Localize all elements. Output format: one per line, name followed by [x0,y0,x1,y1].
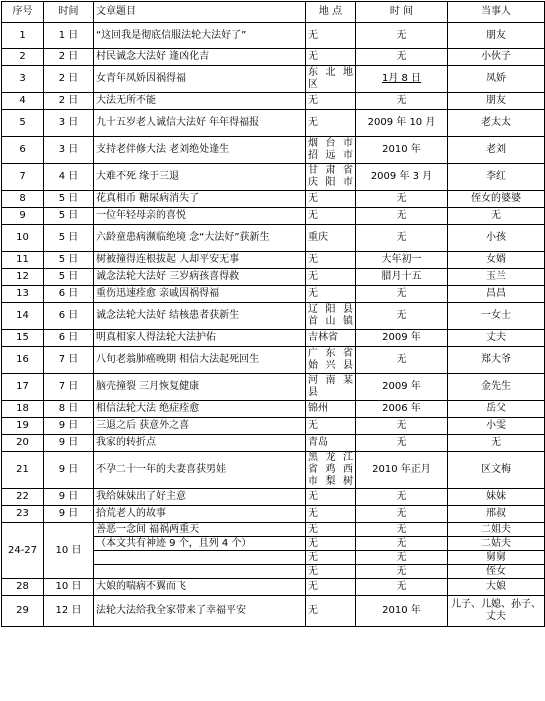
row-day: 5 日 [44,225,94,252]
row-date: 无 [356,286,448,303]
row-title: 脑壳撞裂 三月恢复健康 [94,374,306,401]
row-date: 2010 年 [356,596,448,627]
row-title: 我家的转折点 [94,435,306,452]
row-person: 李红 [448,164,545,191]
row-date: 无 [356,565,448,579]
row-day: 9 日 [44,489,94,506]
group-day: 10 日 [44,523,94,579]
row-person: 无 [448,435,545,452]
table-row [2,347,545,374]
row-number: 9 [2,208,44,225]
row-place: 无 [306,551,356,565]
table-row [2,164,545,191]
row-date: 无 [356,225,448,252]
row-place: 重庆 [306,225,356,252]
row-title: 法轮大法给我全家带来了幸福平安 [94,596,306,627]
row-number: 29 [2,596,44,627]
row-person: 朋友 [448,23,545,49]
row-day: 9 日 [44,506,94,523]
row-place: 青岛 [306,435,356,452]
row-number: 23 [2,506,44,523]
table-row [2,506,545,523]
row-date: 2010 年 [356,137,448,164]
row-title: 拾荒老人的故事 [94,506,306,523]
row-date: 无 [356,347,448,374]
row-number: 3 [2,66,44,93]
row-title: 支持老伴修大法 老刘绝处逢生 [94,137,306,164]
header-row [2,2,545,23]
table-row [2,269,545,286]
row-place: 无 [306,23,356,49]
row-date: 无 [356,208,448,225]
row-number: 12 [2,269,44,286]
row-day: 5 日 [44,269,94,286]
table-row [2,49,545,66]
row-place: 无 [306,191,356,208]
table-row [2,66,545,93]
row-number: 10 [2,225,44,252]
table-body [2,23,545,627]
table-row [2,452,545,489]
row-date: 2009 年 3 月 [356,164,448,191]
table-row [2,303,545,330]
row-number: 6 [2,137,44,164]
row-person: 妹妹 [448,489,545,506]
row-title: 大难不死 缘于三退 [94,164,306,191]
table-row [2,523,545,537]
row-number: 15 [2,330,44,347]
row-title: 诚念法轮大法好 三岁病孩喜得救 [94,269,306,286]
row-title: 不孕二十一年的夫妻喜获男娃 [94,452,306,489]
row-number: 4 [2,93,44,110]
row-date: 腊月十五 [356,269,448,286]
row-title: 女青年凤娇因祸得福 [94,66,306,93]
row-number: 17 [2,374,44,401]
row-title: 三退之后 获意外之喜 [94,418,306,435]
table-row [2,137,545,164]
table-row [2,489,545,506]
row-day: 3 日 [44,110,94,137]
events-table [1,1,545,627]
row-number: 22 [2,489,44,506]
row-person: 凤娇 [448,66,545,93]
row-person: 一女士 [448,303,545,330]
row-day: 3 日 [44,137,94,164]
row-person: 老刘 [448,137,545,164]
row-person: 女婿 [448,252,545,269]
row-title: 明真相家人得法轮大法护佑 [94,330,306,347]
table-row [2,208,545,225]
row-place: 烟 台 市 招远市 [306,137,356,164]
row-person: 大娘 [448,579,545,596]
row-date: 2010 年正月 [356,452,448,489]
table-row [2,23,545,49]
row-place: 吉林省 [306,330,356,347]
table-row [2,191,545,208]
row-date: 大年初一 [356,252,448,269]
row-place: 无 [306,489,356,506]
row-day: 5 日 [44,208,94,225]
row-person: 玉兰 [448,269,545,286]
header-time: 时间 [44,2,94,23]
row-number: 1 [2,23,44,49]
row-number: 14 [2,303,44,330]
table-row [2,418,545,435]
row-place: 无 [306,506,356,523]
row-title: 诚念法轮大法好 结核患者获新生 [94,303,306,330]
row-date: 2006 年 [356,401,448,418]
header-place: 地 点 [306,2,356,23]
row-place: 辽 阳 县 首山镇 [306,303,356,330]
row-date: 2009 年 10 月 [356,110,448,137]
header-no: 序号 [2,2,44,23]
row-number: 28 [2,579,44,596]
row-day: 9 日 [44,418,94,435]
row-place: 黑 龙 江 省 鸡 西 市梨树 [306,452,356,489]
table-row [2,330,545,347]
group-title-note: （本文共有神迹 9 个，且列 4 个） [94,537,306,551]
row-person: 朋友 [448,93,545,110]
group-title-blank [94,551,306,565]
row-title: 花真相币 糖尿病消失了 [94,191,306,208]
row-day: 9 日 [44,452,94,489]
row-place: 无 [306,596,356,627]
row-day: 8 日 [44,401,94,418]
row-day: 2 日 [44,93,94,110]
row-number: 8 [2,191,44,208]
row-place: 无 [306,537,356,551]
row-title: 一位年轻母亲的喜悦 [94,208,306,225]
table-row [2,401,545,418]
row-number: 13 [2,286,44,303]
row-person: 侄女的婆婆 [448,191,545,208]
row-number: 16 [2,347,44,374]
row-date: 无 [356,93,448,110]
row-day: 6 日 [44,330,94,347]
row-place: 无 [306,579,356,596]
row-date: 1月 8 日 [356,66,448,93]
header-person: 当事人 [448,2,545,23]
row-place: 无 [306,208,356,225]
row-person: 儿子、儿媳、孙子、丈夫 [448,596,545,627]
table-row [2,435,545,452]
row-title: 九十五岁老人诚信大法好 年年得福报 [94,110,306,137]
row-title: 相信法轮大法 绝症痊愈 [94,401,306,418]
row-day: 2 日 [44,49,94,66]
row-title: 树被撞得连根拔起 人却平安无事 [94,252,306,269]
group-number: 24-27 [2,523,44,579]
row-day: 5 日 [44,252,94,269]
table-row [2,225,545,252]
row-place: 无 [306,523,356,537]
table-row [2,110,545,137]
row-date: 无 [356,418,448,435]
row-person: 小雯 [448,418,545,435]
row-person: 二姑夫 [448,537,545,551]
row-title: 八旬老翁肺癌晚期 相信大法起死回生 [94,347,306,374]
group-title-primary: 善恶一念间 福祸两重天 [94,523,306,537]
row-person: 老太太 [448,110,545,137]
row-place: 无 [306,565,356,579]
row-person: 邢叔 [448,506,545,523]
row-place: 无 [306,286,356,303]
table-row [2,374,545,401]
row-day: 4 日 [44,164,94,191]
group-title-blank [94,565,306,579]
row-place: 无 [306,269,356,286]
row-title: 大法无所不能 [94,93,306,110]
table-row [2,286,545,303]
row-day: 7 日 [44,374,94,401]
row-date: 无 [356,551,448,565]
row-person: 二姐夫 [448,523,545,537]
row-place: 河 南 某 县 [306,374,356,401]
row-day: 1 日 [44,23,94,49]
row-person: 舅舅 [448,551,545,565]
row-day: 2 日 [44,66,94,93]
row-person: 昌昌 [448,286,545,303]
row-date: 无 [356,191,448,208]
row-date: 无 [356,303,448,330]
header-title: 文章题目 [94,2,306,23]
row-person: 无 [448,208,545,225]
row-date: 无 [356,23,448,49]
row-person: 侄女 [448,565,545,579]
row-date: 2009 年 [356,330,448,347]
row-day: 6 日 [44,303,94,330]
table-row [2,579,545,596]
row-day: 12 日 [44,596,94,627]
table-row [2,596,545,627]
row-number: 21 [2,452,44,489]
row-title: 大娘的喘病不翼而飞 [94,579,306,596]
row-person: 郑大爷 [448,347,545,374]
row-number: 11 [2,252,44,269]
row-place: 无 [306,418,356,435]
row-day: 9 日 [44,435,94,452]
row-place: 无 [306,49,356,66]
row-day: 10 日 [44,579,94,596]
row-place: 广 东 省 始兴县 [306,347,356,374]
row-place: 甘 肃 省 庆阳市 [306,164,356,191]
row-person: 金先生 [448,374,545,401]
table-row [2,93,545,110]
row-date: 无 [356,489,448,506]
row-number: 18 [2,401,44,418]
row-number: 19 [2,418,44,435]
row-day: 6 日 [44,286,94,303]
row-number: 5 [2,110,44,137]
row-date: 无 [356,506,448,523]
row-person: 小孩 [448,225,545,252]
row-number: 20 [2,435,44,452]
row-person: 区文梅 [448,452,545,489]
row-date: 无 [356,579,448,596]
row-title: 重伤迅速痊愈 亲戚因祸得福 [94,286,306,303]
row-day: 7 日 [44,347,94,374]
row-date: 无 [356,523,448,537]
row-number: 2 [2,49,44,66]
row-place: 无 [306,110,356,137]
row-place: 东 北 地 区 [306,66,356,93]
row-person: 小伙子 [448,49,545,66]
row-place: 无 [306,252,356,269]
row-person: 岳父 [448,401,545,418]
row-place: 无 [306,93,356,110]
row-date: 无 [356,49,448,66]
row-title: 我给妹妹出了好主意 [94,489,306,506]
row-date: 无 [356,435,448,452]
row-day: 5 日 [44,191,94,208]
table-row [2,252,545,269]
row-date: 2009 年 [356,374,448,401]
row-title: 村民诚念大法好 逢凶化吉 [94,49,306,66]
row-person: 丈夫 [448,330,545,347]
header-date: 时 间 [356,2,448,23]
row-title: 六龄童患病濒临绝境 念“大法好”获新生 [94,225,306,252]
row-date: 无 [356,537,448,551]
row-title: “这回我是彻底信服法轮大法好了” [94,23,306,49]
row-place: 锦州 [306,401,356,418]
row-number: 7 [2,164,44,191]
